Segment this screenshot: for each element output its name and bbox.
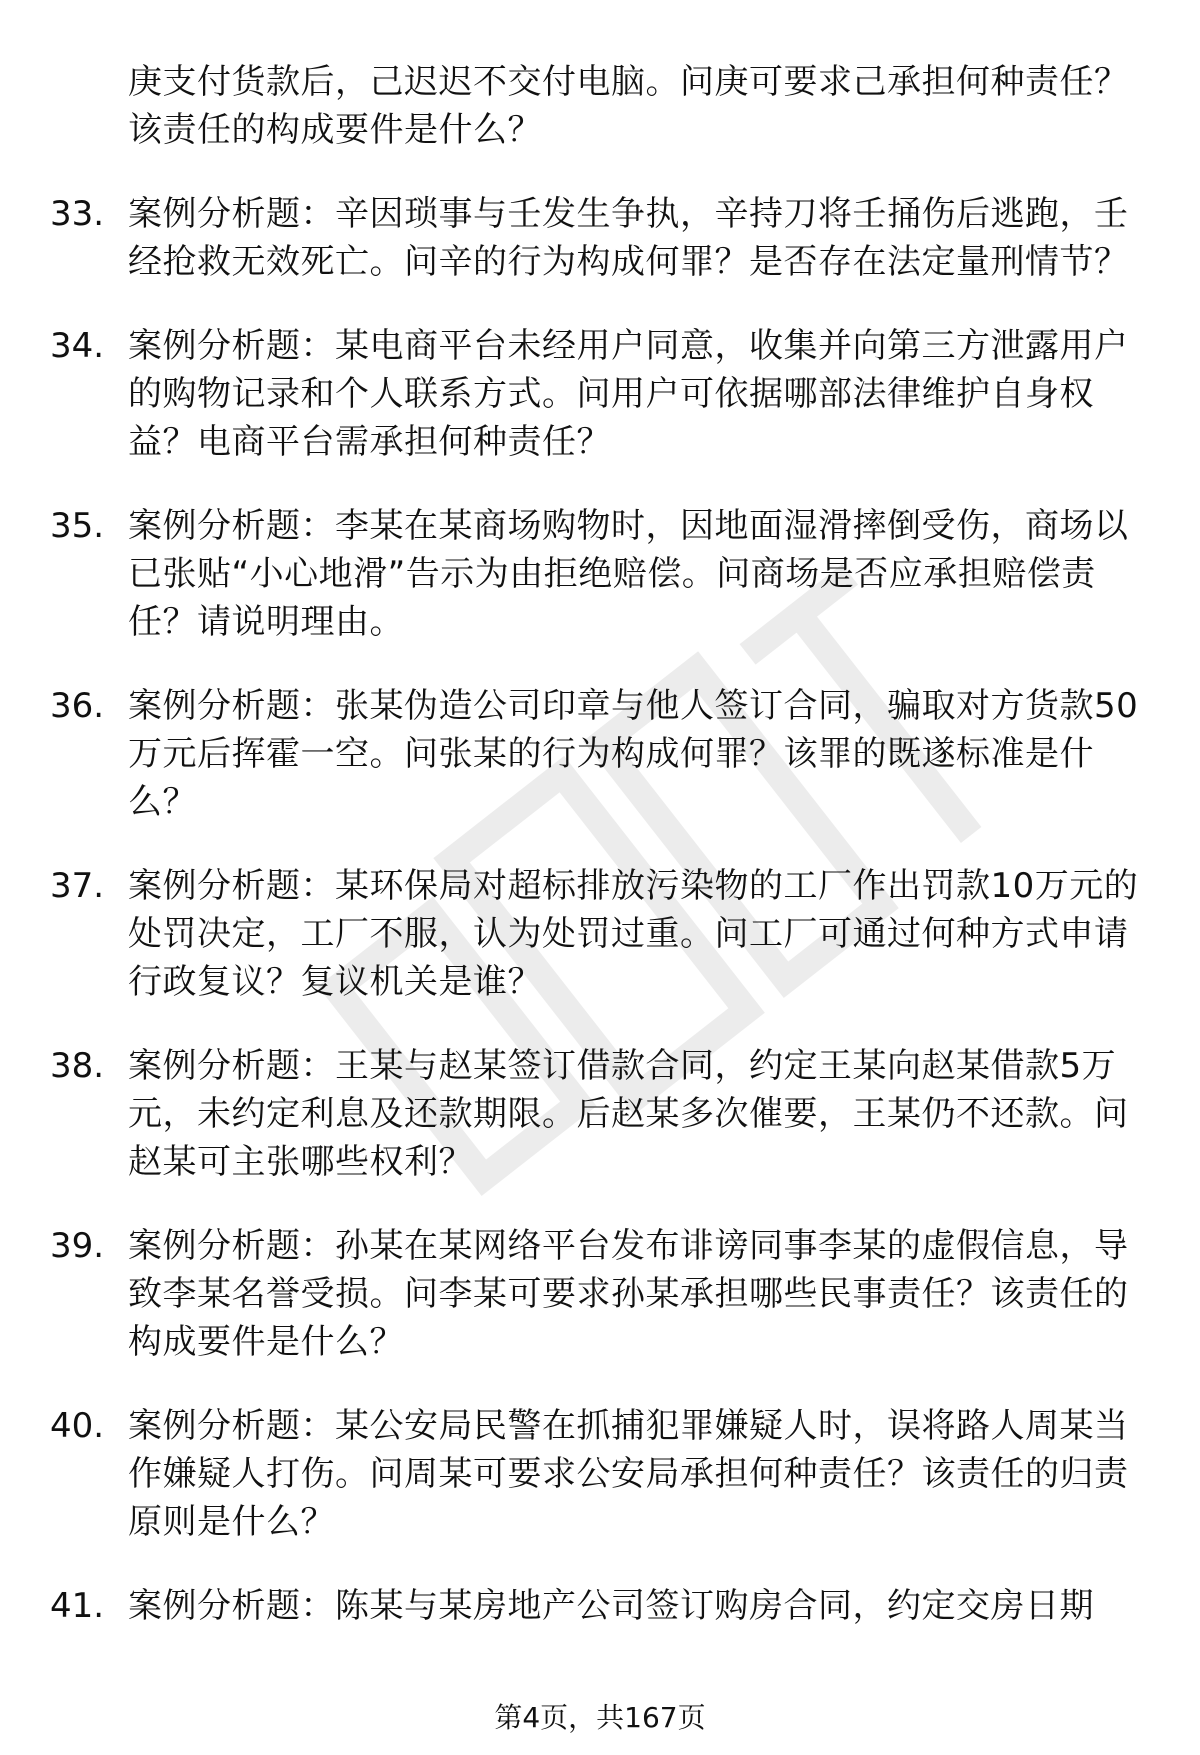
question-text: 案例分析题：辛因琐事与壬发生争执，辛持刀将壬捅伤后逃跑，壬经抢救无效死亡。问辛的行为构成何罪？是否存在法定量刑情节？: [128, 194, 1129, 282]
continued-question-text: 庚支付货款后，己迟迟不交付电脑。问庚可要求己承担何种责任？该责任的构成要件是什么？: [128, 62, 1129, 150]
question-number: 40.: [50, 1406, 105, 1446]
question-item: [50, 682, 1158, 826]
question-text: 案例分析题：李某在某商场购物时，因地面湿滑摔倒受伤，商场以已张贴“小心地滑”告示为由拒绝赔偿。问商场是否应承担赔偿责任？请说明理由。: [128, 506, 1129, 642]
question-text: 案例分析题：某公安局民警在抓捕犯罪嫌疑人时，误将路人周某当作嫌疑人打伤。问周某可要求公安局承担何种责任？该责任的归责原则是什么？: [128, 1406, 1129, 1542]
question-number: 41.: [50, 1586, 105, 1626]
question-text: 案例分析题：某环保局对超标排放污染物的工厂作出罚款10万元的处罚决定，工厂不服，认为处罚过重。问工厂可通过何种方式申请行政复议？复议机关是谁？: [128, 866, 1139, 1002]
question-text: 案例分析题：张某伪造公司印章与他人签订合同，骗取对方货款50万元后挥霍一空。问张某的行为构成何罪？该罪的既遂标准是什么？: [128, 686, 1139, 822]
question-item: [50, 190, 1158, 286]
question-number: 36.: [50, 686, 105, 726]
question-number: 39.: [50, 1226, 105, 1266]
question-number: 35.: [50, 506, 105, 546]
question-text: 案例分析题：王某与赵某签订借款合同，约定王某向赵某借款5万元，未约定利息及还款期限。后赵某多次催要，王某仍不还款。问赵某可主张哪些权利？: [128, 1046, 1129, 1182]
question-item: [50, 322, 1158, 466]
question-text: 案例分析题：陈某与某房地产公司签订购房合同，约定交房日期: [128, 1586, 1094, 1626]
question-item: [50, 862, 1158, 1006]
question-item: [50, 502, 1158, 646]
question-item: [50, 1222, 1158, 1366]
question-text: 案例分析题：孙某在某网络平台发布诽谤同事李某的虚假信息，导致李某名誉受损。问李某可要求孙某承担哪些民事责任？该责任的构成要件是什么？: [128, 1226, 1129, 1362]
page-footer: 第4页，共167页: [494, 1701, 706, 1734]
question-item: [50, 1402, 1158, 1546]
question-number: 33.: [50, 194, 105, 234]
question-text: 案例分析题：某电商平台未经用户同意，收集并向第三方泄露用户的购物记录和个人联系方式。问用户可依据哪部法律维护自身权益？电商平台需承担何种责任？: [128, 326, 1129, 462]
question-item: [50, 1042, 1158, 1186]
question-list: [0, 58, 1200, 1666]
question-number: 34.: [50, 326, 105, 366]
question-number: 38.: [50, 1046, 105, 1086]
question-number: 37.: [50, 866, 105, 906]
question-item: [50, 1582, 1158, 1630]
